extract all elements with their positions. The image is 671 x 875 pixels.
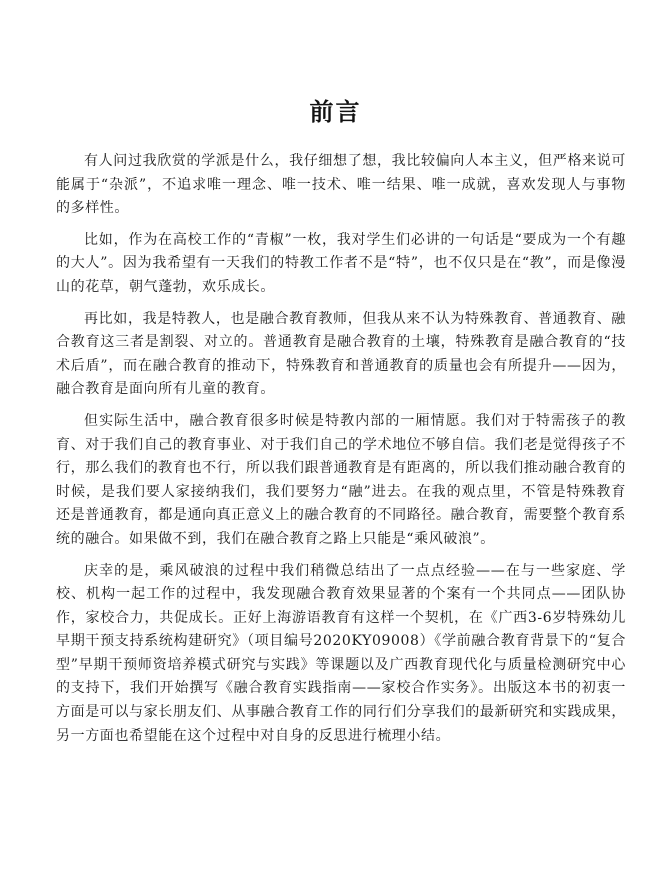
preface-body <box>56 150 626 756</box>
paragraph-1: 有人问过我欣赏的学派是什么，我仔细想了想，我比较偏向人本主义，但严格来说可能属于“杂派”，不追求唯一理念、唯一技术、唯一结果、唯一成就，喜欢发现人与事物的多样性。 <box>56 153 626 217</box>
paragraph-4: 但实际生活中，融合教育很多时候是特教内部的一厢情愿。我们对于特需孩子的教育、对于我们自己的教育事业、对于我们自己的学术地位不够自信。我们老是觉得孩子不行，那么我们的教育也不行，所以我们跟普通教育是有距离的，所以我们推动融合教育的时候，是我们要人家接纳我们，我们要努力“融”进去。在我的观点里，不管是特殊教育还是普通教育，都是通向真正意义上的融合教育的不同路径。融合教育，需要整个教育系统的融合。如果做不到，我们在融合教育之路上只能是“乘风破浪”。 <box>56 412 626 547</box>
page-title: 前言 <box>309 98 362 126</box>
paragraph-5: 庆幸的是，乘风破浪的过程中我们稍微总结出了一点点经验——在与一些家庭、学校、机构一起工作的过程中，我发现融合教育效果显著的个案有一个共同点——团队协作，家校合力，共促成长。正好上海游语教育有这样一个契机，在《广西3-6岁特殊幼儿早期干预支持系统构建研究》（项目编号2020KY09008）《学前融合教育背景下的“复合型”早期干预师资培养模式研究与实践》等课题以及广西教育现代化与质量检测研究中心的支持下，我们开始撰写《融合教育实践指南——家校合作实务》。出版这本书的初衷一方面是可以与家长朋友们、从事融合教育工作的同行们分享我们的最新研究和实践成果，另一方面也希望能在这个过程中对自身的反思进行梳理小结。 <box>56 562 626 744</box>
paragraph-2: 比如，作为在高校工作的“青椒”一枚，我对学生们必讲的一句话是“要成为一个有趣的大人”。因为我希望有一天我们的特教工作者不是“特”，也不仅只是在“教”，而是像漫山的花草，朝气蓬勃，欢乐成长。 <box>56 231 626 295</box>
paragraph-3: 再比如，我是特教人，也是融合教育教师，但我从来不认为特殊教育、普通教育、融合教育这三者是割裂、对立的。普通教育是融合教育的土壤，特殊教育是融合教育的“技术后盾”，而在融合教育的推动下，特殊教育和普通教育的质量也会有所提升——因为，融合教育是面向所有儿童的教育。 <box>56 310 626 398</box>
